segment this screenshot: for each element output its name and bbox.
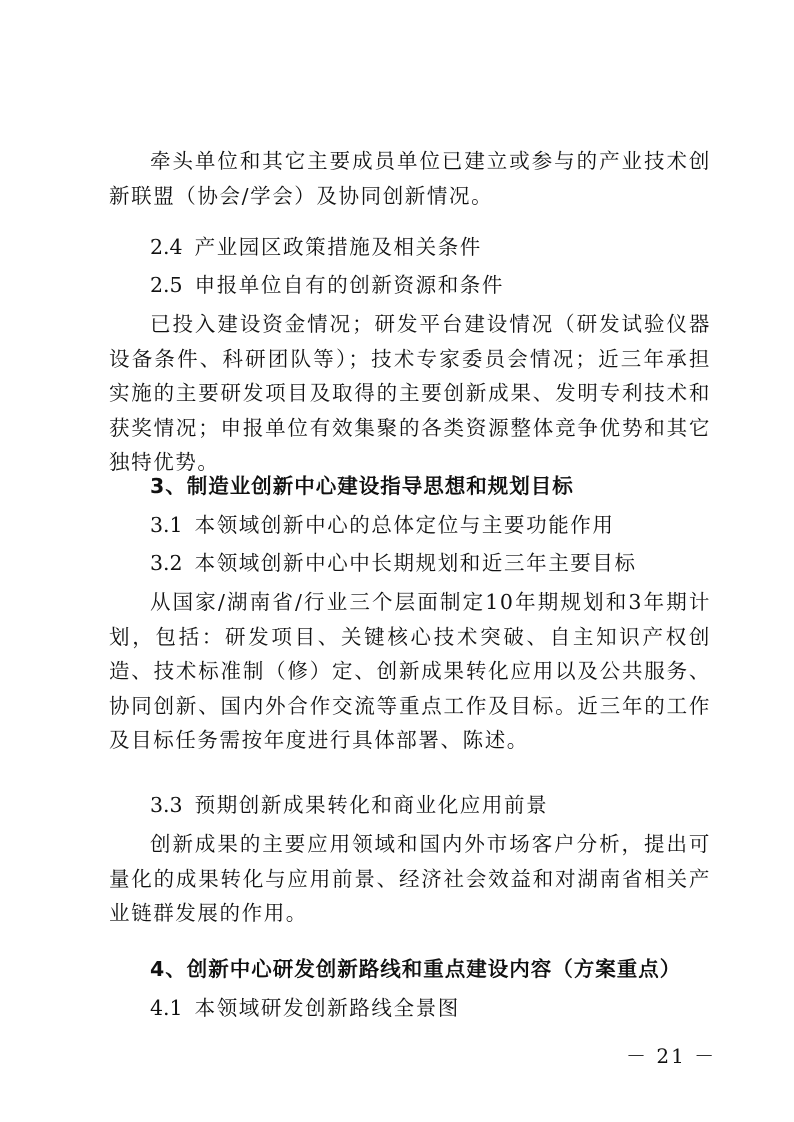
section-3-2 <box>150 546 637 581</box>
section-3-2-title: 本领域创新中心中长期规划和近三年主要目标 <box>194 551 637 575</box>
section-3-1-title: 本领域创新中心的总体定位与主要功能作用 <box>194 513 615 537</box>
section-2-4-title: 产业园区政策措施及相关条件 <box>194 235 482 259</box>
page-number: － 21 － <box>626 1044 717 1068</box>
heading-section-4: 4、创新中心研发创新路线和重点建设内容（方案重点） <box>150 957 682 981</box>
paragraph-alliance: 牵头单位和其它主要成员单位已建立或参与的产业技术创新联盟（协会/学会）及协同创新情况。 <box>109 149 711 208</box>
paragraph-outcomes: 创新成果的主要应用领域和国内外市场客户分析，提出可量化的成果转化与应用前景、经济社会效益和对湖南省相关产业链群发展的作用。 <box>109 832 711 925</box>
section-2-5-title: 申报单位自有的创新资源和条件 <box>194 273 505 297</box>
section-3-3 <box>150 788 548 823</box>
section-3-3-title: 预期创新成果转化和商业化应用前景 <box>194 793 549 817</box>
section-3-2-number: 3.2 <box>150 551 183 575</box>
section-2-4-number: 2.4 <box>150 235 183 259</box>
section-3-1-number: 3.1 <box>150 513 183 537</box>
section-2-5 <box>150 268 504 303</box>
section-3-1 <box>150 508 615 543</box>
section-2-5-number: 2.5 <box>150 273 183 297</box>
section-4-1-number: 4.1 <box>150 996 183 1020</box>
paragraph-resources: 已投入建设资金情况；研发平台建设情况（研发试验仪器设备条件、科研团队等）；技术专家委员会情况；近三年承担实施的主要研发项目及取得的主要创新成果、发明专利技术和获奖情况；申报单位有效集聚的各类资源整体竞争优势和其它独特优势。 <box>109 312 711 474</box>
heading-section-3: 3、制造业创新中心建设指导思想和规划目标 <box>150 474 574 498</box>
section-4-1-title: 本领域研发创新路线全景图 <box>194 996 460 1020</box>
paragraph-planning: 从国家/湖南省/行业三个层面制定10年期规划和3年期计划，包括：研发项目、关键核心技术突破、自主知识产权创造、技术标准制（修）定、创新成果转化应用以及公共服务、协同创新、国内外合作交流等重点工作及目标。近三年的工作及目标任务需按年度进行具体部署、陈述。 <box>109 590 711 752</box>
section-3-3-number: 3.3 <box>150 793 183 817</box>
section-4-1 <box>150 991 460 1026</box>
section-2-4 <box>150 230 482 265</box>
